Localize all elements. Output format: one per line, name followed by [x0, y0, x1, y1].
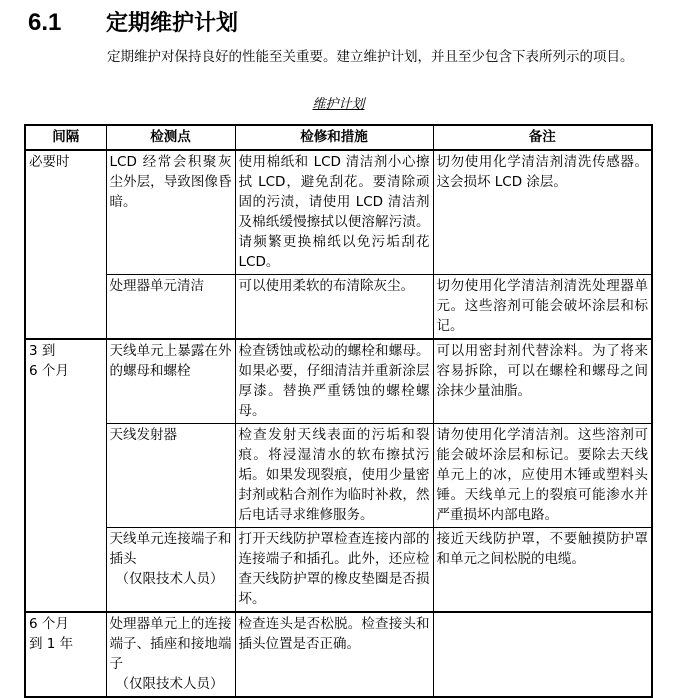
maintenance-table [24, 124, 653, 698]
action-cell: 使用棉纸和 LCD 清洁剂小心擦拭 LCD，避免刮花。要清除顽固的污渍，请使用 LCD 清洁剂及棉纸缓慢擦拭以便溶解污渍。请频繁更换棉纸以免污垢刮花 LCD。 [235, 150, 433, 275]
remarks-cell [433, 612, 652, 697]
action-cell: 检查发射天线表面的污垢和裂痕。将浸湿清水的软布擦拭污垢。如果发现裂痕，使用少量密封剂或粘合剂作为临时补救，然后电话寻求维修服务。 [235, 424, 433, 528]
table-caption: 维护计划 [312, 97, 365, 112]
header-check-point: 检测点 [106, 125, 235, 150]
table-row [25, 150, 652, 275]
check-point-cell: 天线单元上暴露在外的螺母和螺栓 [106, 339, 235, 424]
interval-line: 3 到 [29, 343, 56, 359]
table-row [25, 339, 652, 424]
intro-paragraph: 定期维护对保持良好的性能至关重要。建立维护计划，并且至少包含下表所列示的项目。 [107, 49, 634, 65]
remarks-cell: 可以用密封剂代替涂料。为了将来容易拆除，可以在螺栓和螺母之间涂抹少量油脂。 [433, 339, 652, 424]
interval-line: 到 1 年 [29, 636, 74, 652]
section-heading [28, 6, 238, 37]
table-row [25, 528, 652, 613]
technician-only-note: （仅限技术人员） [115, 571, 224, 587]
table-row [25, 424, 652, 528]
interval-cell [25, 339, 106, 612]
check-point-cell: LCD 经常会积聚灰尘外层，导致图像昏暗。 [106, 150, 235, 275]
section-number: 6.1 [28, 9, 62, 36]
interval-line: 6 个月 [29, 616, 69, 632]
table-header-row [25, 125, 652, 150]
check-point-text: 天线单元连接端子和插头 [109, 531, 232, 567]
action-cell: 打开天线防护罩检查连接内部的连接端子和插孔。此外，还应检查天线防护罩的橡皮垫圈是否损坏。 [235, 528, 433, 613]
action-cell: 检查锈蚀或松动的螺栓和螺母。如果必要，仔细清洁并重新涂层厚漆。替换严重锈蚀的螺栓螺母。 [235, 339, 433, 424]
interval-cell [25, 150, 106, 339]
header-action: 检修和措施 [235, 125, 433, 150]
table-row [25, 275, 652, 340]
remarks-cell: 切勿使用化学清洁剂清洗处理器单元。这些溶剂可能会破坏涂层和标记。 [433, 275, 652, 340]
interval-cell [25, 612, 106, 697]
check-point-cell [106, 612, 235, 697]
section-title: 定期维护计划 [106, 11, 239, 36]
interval-line: 6 个月 [29, 363, 69, 379]
check-point-text: 处理器单元上的连接端子、插座和接地端子 [109, 616, 232, 672]
remarks-cell: 接近天线防护罩，不要触摸防护罩和单元之间松脱的电缆。 [433, 528, 652, 613]
remarks-cell: 切勿使用化学清洁剂清洗传感器。这会损坏 LCD 涂层。 [433, 150, 652, 275]
check-point-cell: 天线发射器 [106, 424, 235, 528]
interval-line: 必要时 [29, 154, 70, 170]
action-cell: 检查连头是否松脱。检查接头和插头位置是否正确。 [235, 612, 433, 697]
table-row [25, 612, 652, 697]
header-interval: 间隔 [25, 125, 106, 150]
check-point-cell: 处理器单元清洁 [106, 275, 235, 340]
technician-only-note: （仅限技术人员） [115, 676, 224, 692]
header-remarks: 备注 [433, 125, 652, 150]
remarks-cell: 请勿使用化学清洁剂。这些溶剂可能会破坏涂层和标记。要除去天线单元上的冰，应使用木锤或塑料头锤。天线单元上的裂痕可能渗水并严重损坏内部电路。 [433, 424, 652, 528]
check-point-cell [106, 528, 235, 613]
action-cell: 可以使用柔软的布清除灰尘。 [235, 275, 433, 340]
